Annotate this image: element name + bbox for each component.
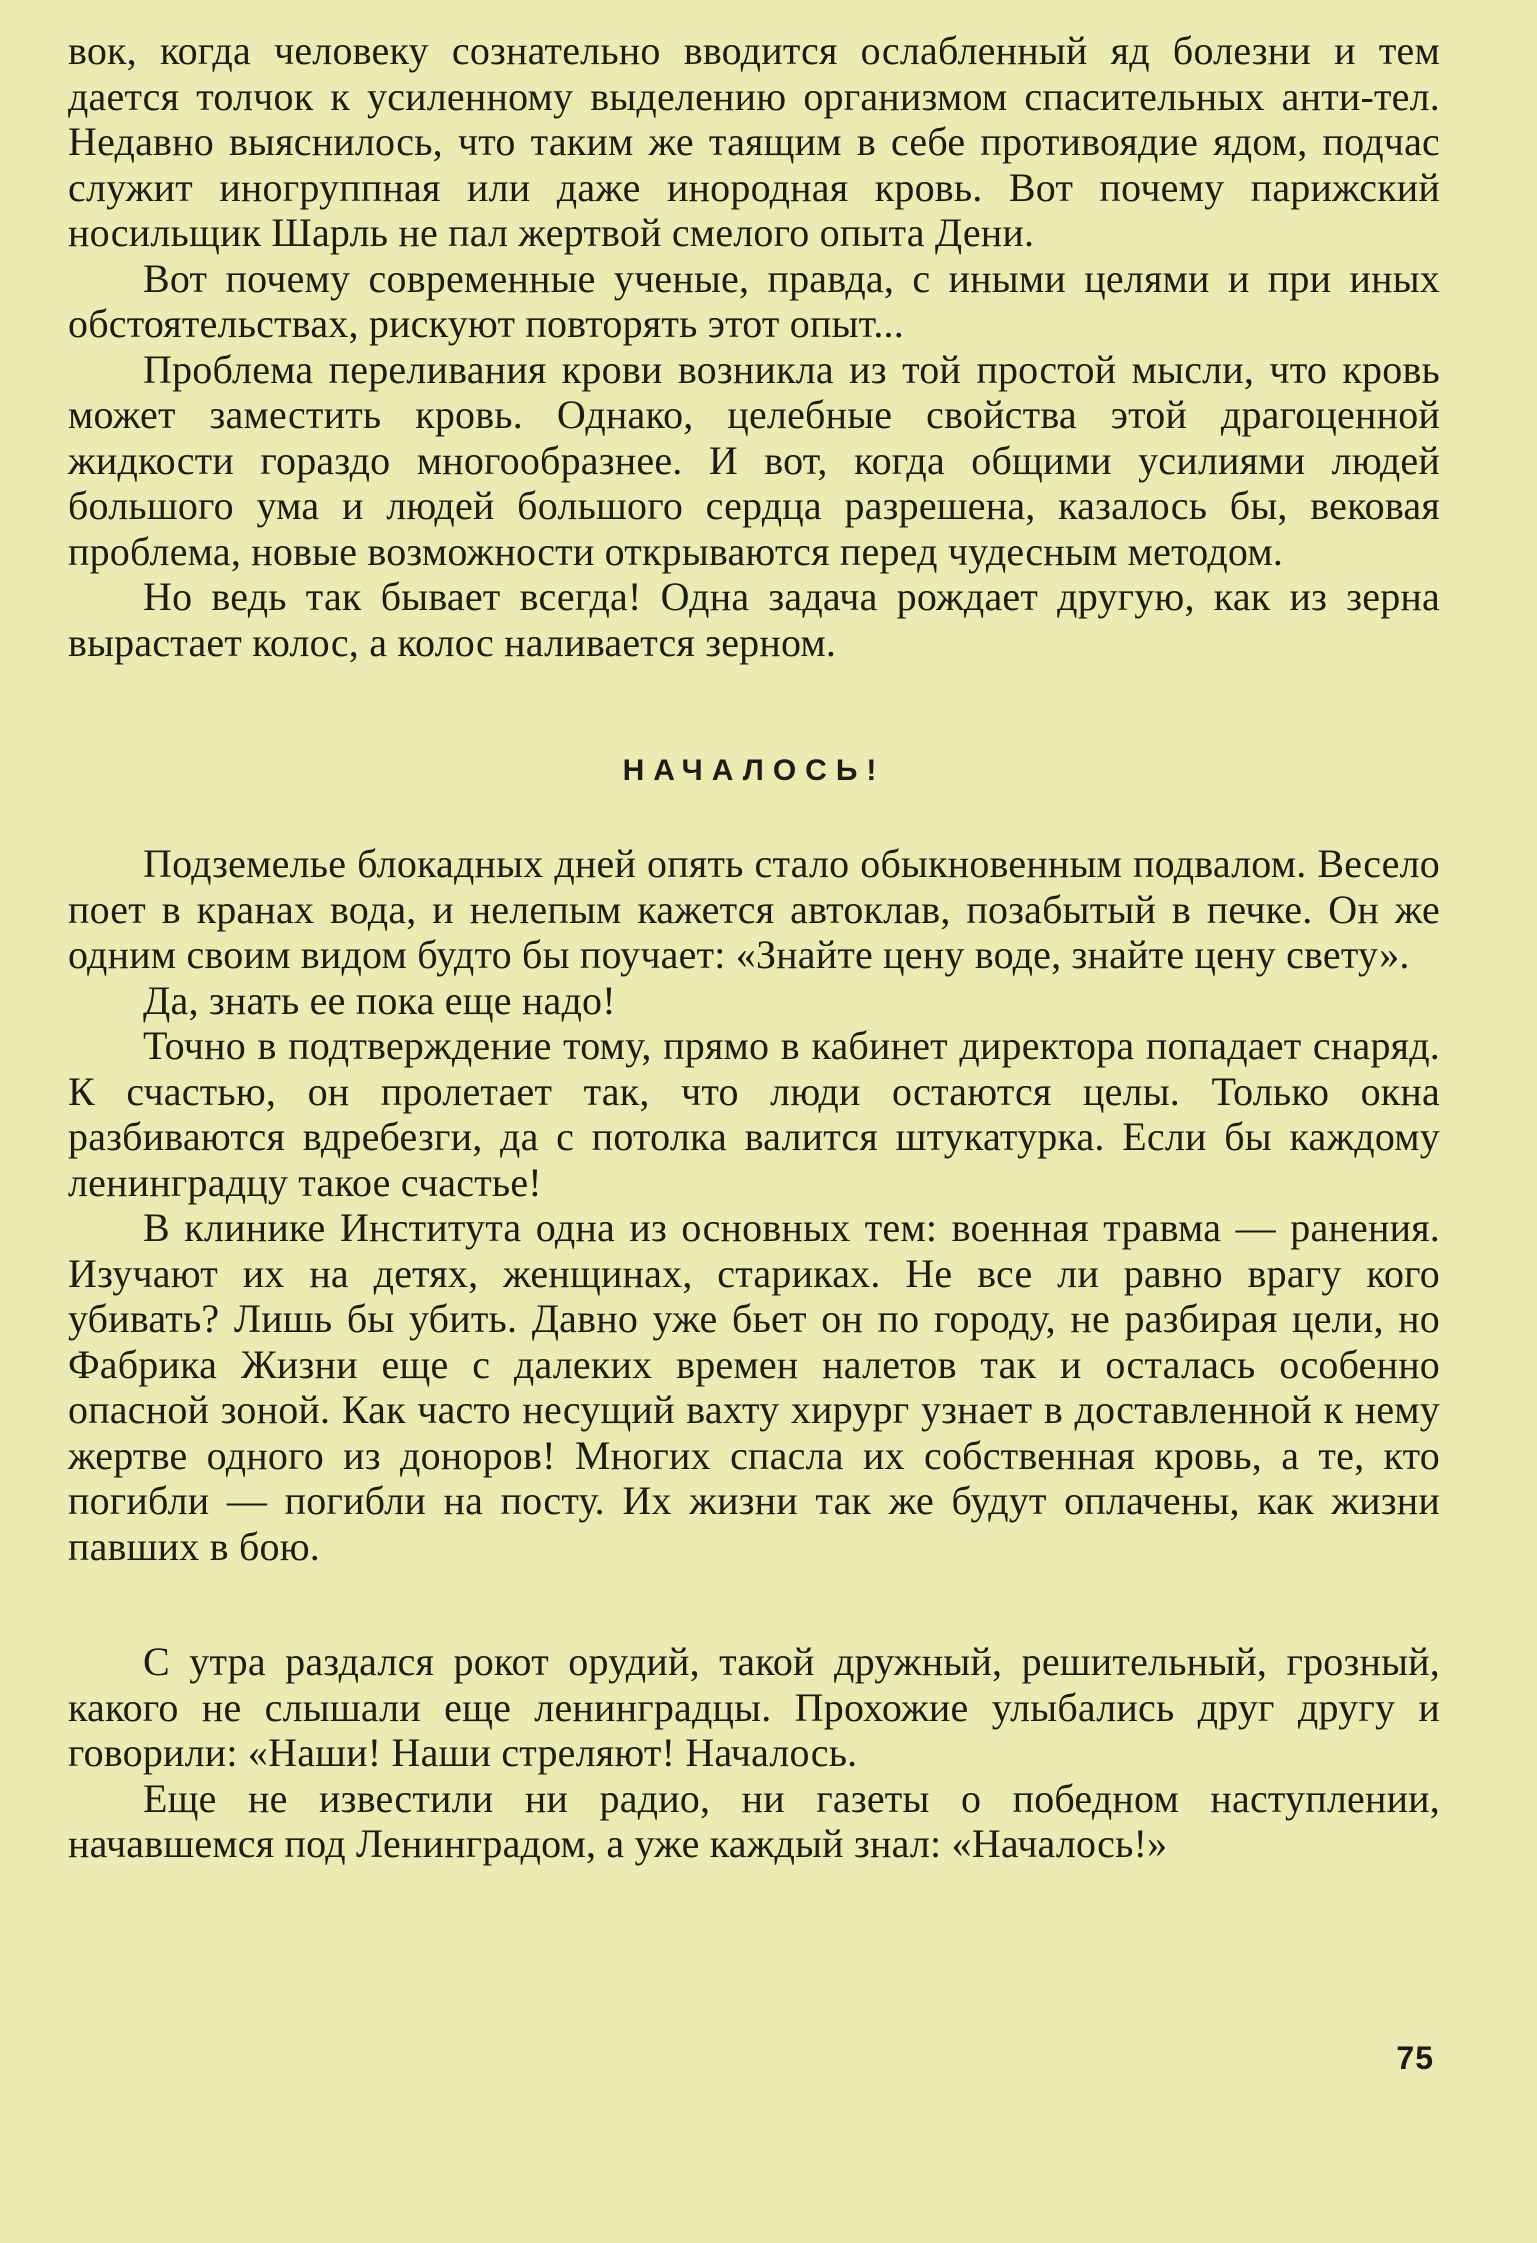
paragraph: Проблема переливания крови возникла из той простой мысли, что кровь может заместить кровь. Однако, целебные свойства этой драгоценной жидкости гораздо многообразнее. И вот, когда общими усилиями людей большого ума и людей большого сердца разрешена, казалось бы, вековая проблема, новые возможности открываются перед чудесным методом.	[68, 346, 1440, 574]
page-number: 75	[1396, 2040, 1434, 2076]
paragraph: Но ведь так бывает всегда! Одна задача рождает другую, как из зерна вырастает колос, а колос наливается зерном.	[68, 574, 1440, 665]
paragraph: Вот почему современные ученые, правда, с иными целями и при иных обстоятельствах, рискуют повторять этот опыт...	[68, 255, 1440, 346]
book-page	[68, 28, 1440, 2228]
paragraph: С утра раздался рокот орудий, такой дружный, решительный, грозный, какого не слышали еще ленинградцы. Прохожие улыбались друг другу и говорили: «Наши! Наши стреляют! Началось.	[68, 1639, 1440, 1775]
paragraph: Точно в подтверждение тому, прямо в кабинет директора попадает снаряд. К счастью, он пролетает так, что люди остаются целы. Только окна разбиваются вдребезги, да с потолка валится штукатурка. Если бы каждому ленинградцу такое счастье!	[68, 1023, 1440, 1205]
paragraph: Еще не известили ни радио, ни газеты о победном наступлении, начавшемся под Ленинградом, а уже каждый знал: «Началось!»	[68, 1775, 1440, 1866]
paragraph: вок, когда человеку сознательно вводится ослабленный яд болезни и тем дается толчок к усиленному выделению организмом спасительных анти-тел. Недавно выяснилось, что таким же таящим в себе противоядие ядом, подчас служит иногруппная или даже инородная кровь. Вот почему парижский носильщик Шарль не пал жертвой смелого опыта Дени.	[68, 28, 1440, 255]
paragraph: В клинике Института одна из основных тем: военная травма — ранения. Изучают их на детях, женщинах, стариках. Не все ли равно врагу кого убивать? Лишь бы убить. Давно уже бьет он по городу, не разбирая цели, но Фабрика Жизни еще с далеких времен налетов так и осталась особенно опасной зоной. Как часто несущий вахту хирург узнает в доставленной к нему жертве одного из доноров! Многих спасла их собственная кровь, а те, кто погибли — погибли на посту. Их жизни так же будут оплачены, как жизни павших в бою.	[68, 1205, 1440, 1569]
section-title: НАЧАЛОСЬ!	[622, 754, 886, 787]
paragraph: Подземелье блокадных дней опять стало обыкновенным подвалом. Весело поет в кранах вода, и нелепым кажется автоклав, позабытый в печке. Он же одним своим видом будто бы поучает: «Знайте цену воде, знайте цену свету».	[68, 841, 1440, 977]
paragraph: Да, знать ее пока еще надо!	[143, 977, 616, 1023]
